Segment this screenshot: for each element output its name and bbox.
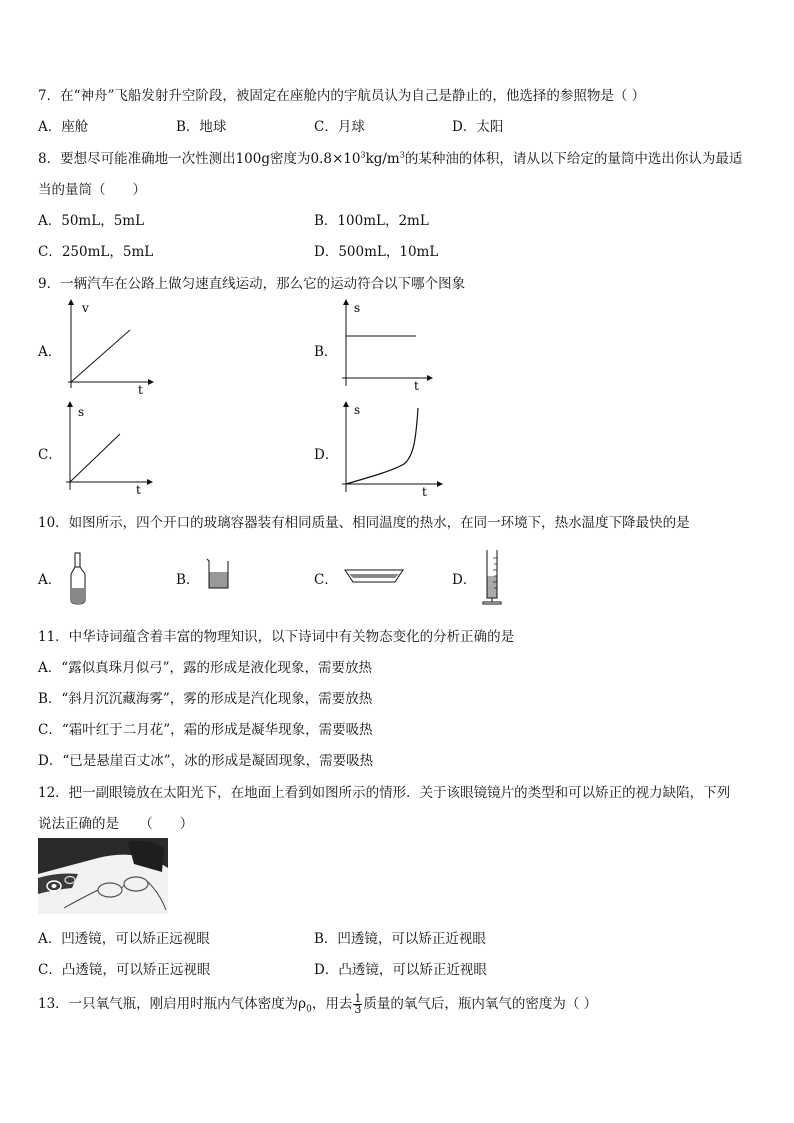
y-axis-label: s (354, 403, 361, 417)
dish-water (349, 574, 399, 578)
q12-stem-line1: 12．把一副眼镜放在太阳光下，在地面上看到如图所示的情形．关于该眼镜镜片的类型和可以矫正的视力缺陷，下列 (38, 785, 731, 801)
s-t-line (70, 434, 120, 482)
q13-fraction-numerator: 1 (354, 992, 362, 1005)
y-axis-label: s (354, 301, 361, 315)
q10-stem: 10．如图所示，四个开口的玻璃容器装有相同质量、相同温度的热水，在同一环境下，热水温度下降最快的是 (38, 515, 690, 531)
x-axis-label: t (414, 379, 419, 393)
q13-stem (38, 992, 597, 1015)
q12-stem-line2: 说法正确的是 （ ） (38, 816, 194, 832)
q9-graph-b (334, 296, 436, 396)
q11-stem: 11．中华诗词蕴含着丰富的物理知识，以下诗词中有关物态变化的分析正确的是 (38, 629, 515, 645)
q11-option-b: B．“斜月沉沉藏海雾”，雾的形成是汽化现象，需要放热 (38, 691, 373, 707)
beaker-water (210, 572, 228, 588)
cylinder-water (488, 576, 497, 598)
q12-option-a: A．凹透镜，可以矫正远视眼 (38, 931, 210, 947)
q13-stem-part2: ，用去 (311, 996, 353, 1012)
q13-rho-subscript: 0 (306, 1004, 312, 1015)
q10-cylinder-d (482, 548, 504, 606)
q9-label-c: C． (38, 447, 62, 463)
q8-option-c: C．250mL，5mL (38, 244, 154, 260)
q7-option-a: A．座舱 (38, 119, 89, 135)
q9-graph-a (58, 296, 158, 396)
q7-stem: 7．在“神舟”飞船发射升空阶段，被固定在座舱内的宇航员认为自己是静止的，他选择的参照物是（ ） (38, 88, 646, 104)
q10-dish-c (343, 566, 405, 586)
q8-unit-exponent: 3 (399, 150, 405, 160)
q8-density-base: 0.8×10 (310, 151, 361, 167)
x-axis-label: t (422, 485, 427, 498)
light-spot-left-center (52, 884, 57, 888)
bottle-neck (75, 553, 80, 567)
q11-option-c: C．“霜叶红于二月花”，霜的形成是凝华现象，需要吸热 (38, 722, 373, 738)
q9-label-d: D． (314, 447, 339, 463)
q13-fraction-denominator: 3 (354, 1003, 362, 1016)
q8-stem-part1: 8．要想尽可能准确地一次性测出100g密度为 (38, 151, 311, 167)
q13-stem-part3: 质量的氧气后，瓶内氧气的密度为（ ） (363, 996, 598, 1012)
q12-glasses-photo (38, 838, 168, 914)
q8-density-exponent: 3 (360, 150, 366, 160)
q12-option-c: C．凸透镜，可以矫正远视眼 (38, 962, 211, 978)
v-t-line (71, 330, 130, 382)
q10-label-a: A． (38, 572, 62, 588)
q8-stem (38, 147, 742, 167)
q10-beaker-b (204, 556, 232, 592)
q8-stem-part2: 的某种油的体积，请从以下给定的量筒中选出你认为最适 (404, 151, 743, 167)
q9-label-b: B． (314, 344, 338, 360)
bottle-water (71, 588, 85, 604)
q12-option-b: B．凹透镜，可以矫正近视眼 (314, 931, 486, 947)
q8-option-a: A．50mL，5mL (38, 213, 145, 229)
q7-option-d: D．太阳 (452, 119, 504, 135)
q10-label-c: C． (314, 572, 338, 588)
y-axis-label: s (78, 405, 85, 419)
q12-option-d: D．凸透镜，可以矫正近视眼 (314, 962, 487, 978)
q11-option-a: A．“露似真珠月似弓”，露的形成是液化现象，需要放热 (38, 660, 373, 676)
q13-stem-part1: 13．一只氧气瓶，刚启用时瓶内气体密度为ρ (38, 996, 307, 1012)
q9-stem: 9．一辆汽车在公路上做匀速直线运动，那么它的运动符合以下哪个图象 (38, 276, 466, 292)
q10-label-d: D． (452, 572, 477, 588)
q10-bottle-a (66, 550, 90, 606)
q13-fraction (353, 994, 362, 1015)
q10-label-b: B． (176, 572, 200, 588)
q9-graph-c (58, 398, 158, 498)
q8-option-d: D．500mL，10mL (314, 244, 439, 260)
q7-option-b: B．地球 (176, 119, 227, 135)
y-axis-label: v (82, 301, 89, 315)
s-t-curve (346, 408, 418, 484)
q8-density-unit: kg/m (365, 151, 400, 167)
x-axis-label: t (138, 383, 143, 396)
q11-option-d: D．“已是悬崖百丈冰”，冰的形成是凝固现象，需要吸热 (38, 753, 374, 769)
q7-option-c: C．月球 (314, 119, 365, 135)
q9-label-a: A． (38, 344, 62, 360)
q9-graph-d (334, 398, 446, 498)
q8-stem-line2: 当的量筒（ ） (38, 182, 146, 198)
x-axis-label: t (136, 483, 141, 497)
cylinder-base (483, 602, 501, 604)
q8-option-b: B．100mL，2mL (314, 213, 429, 229)
